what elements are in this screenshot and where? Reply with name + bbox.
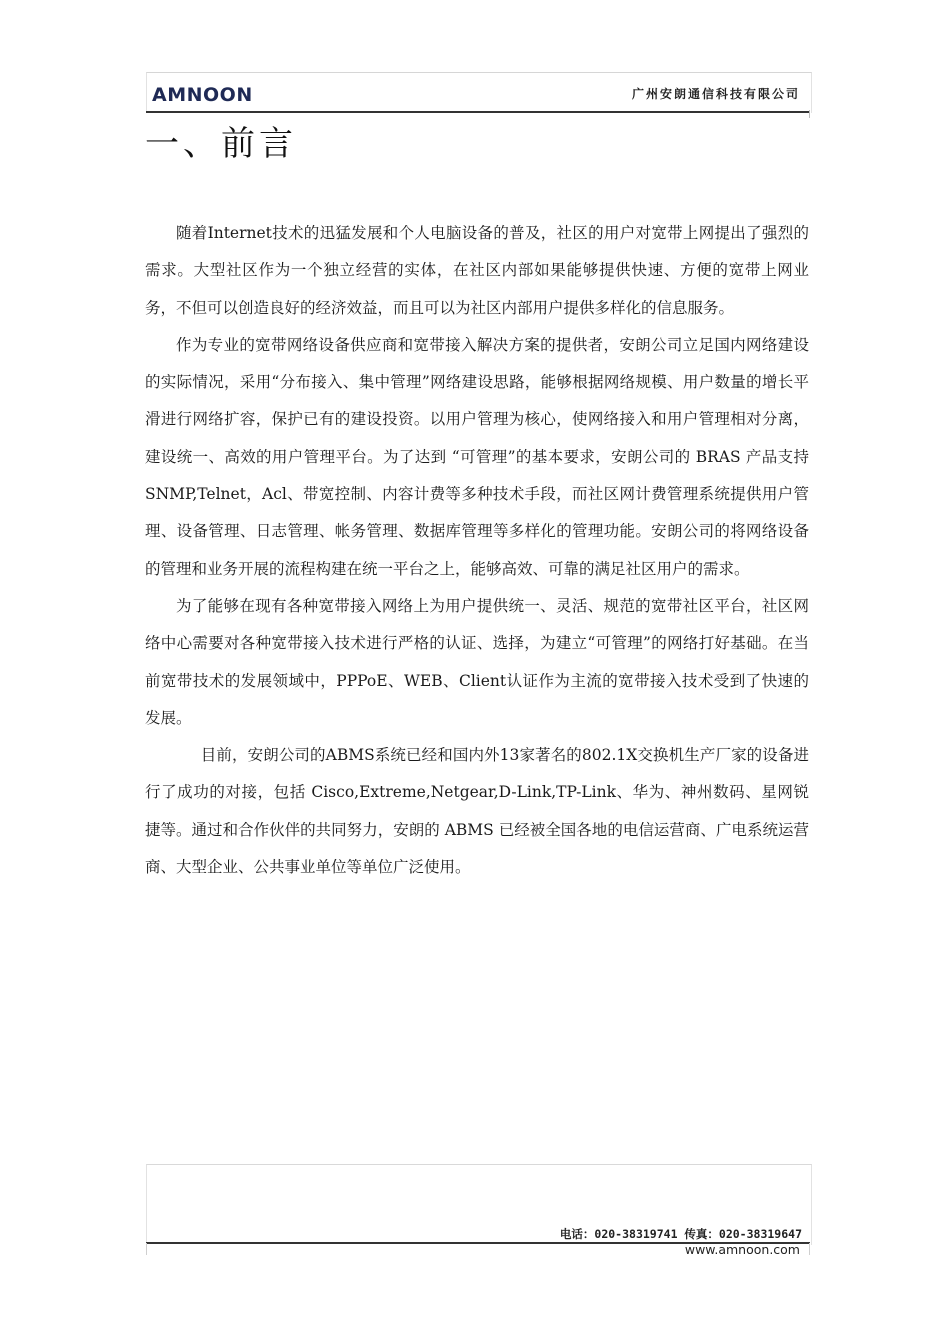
company-logo: AMNOON — [152, 84, 253, 106]
company-name: 广州安朗通信科技有限公司 — [631, 87, 800, 101]
footer-corner-mark-left — [146, 1243, 147, 1255]
paragraph-3: 为了能够在现有各种宽带接入网络上为用户提供统一、灵活、规范的宽带社区平台，社区网络中心需要对各种宽带接入技术进行严格的认证、选择，为建立“可管理”的网络打好基础。在当前宽带技术的发展领域中，PPPoE、WEB、Client认证作为主流的宽带接入技术受到了快速的发展。 — [145, 596, 809, 727]
footer-website: www.amnoon.com — [684, 1242, 800, 1257]
paragraph-1: 随着Internet技术的迅猛发展和个人电脑设备的普及，社区的用户对宽带上网提出了强烈的需求。大型社区作为一个独立经营的实体，在社区内部如果能够提供快速、方便的宽带上网业务，不但可以创造良好的经济效益，而且可以为社区内部用户提供多样化的信息服务。 — [145, 224, 809, 317]
header-divider — [146, 111, 810, 113]
body-text — [145, 215, 809, 886]
section-title: 一、前言 — [145, 124, 297, 164]
paragraph-2: 作为专业的宽带网络设备供应商和宽带接入解决方案的提供者，安朗公司立足国内网络建设的实际情况，采用“分布接入、集中管理”网络建设思路，能够根据网络规模、用户数量的增长平滑进行网络扩容，保护已有的建设投资。以用户管理为核心，使网络接入和用户管理相对分离，建设统一、高效的用户管理平台。为了达到 “可管理”的基本要求，安朗公司的 BRAS 产品支持 SNMP,Telnet，Acl、带宽控制、内容计费等多种技术手段，而社区网计费管理系统提供用户管理、设备管理、日志管理、帐务管理、数据库管理等多样化的管理功能。安朗公司的将网络设备的管理和业务开展的流程构建在统一平台之上，能够高效、可靠的满足社区用户的需求。 — [145, 335, 809, 578]
footer-contact: 电话：020-38319741 传真：020-38319647 — [559, 1227, 802, 1241]
footer-corner-mark-right — [809, 1243, 810, 1255]
header-corner-mark — [809, 110, 810, 118]
paragraph-4: 目前，安朗公司的ABMS系统已经和国内外13家著名的802.1X交换机生产厂家的设备进行了成功的对接，包括 Cisco,Extreme,Netgear,D-Link,TP-Link、华为、神州数码、星网锐捷等。通过和合作伙伴的共同努力，安朗的 ABMS 已经被全国各地的电信运营商、广电系统运营商、大型企业、公共事业单位等单位广泛使用。 — [145, 746, 809, 877]
